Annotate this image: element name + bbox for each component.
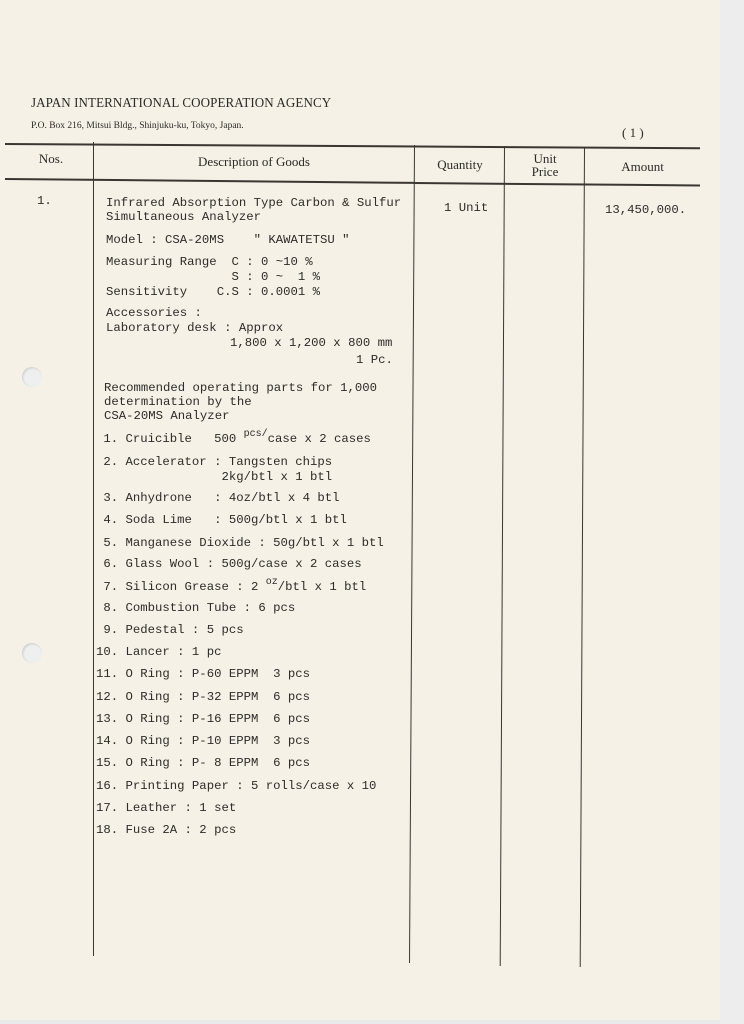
part-superscript: pcs/ (243, 429, 268, 440)
part-text: case x 2 cases (267, 432, 371, 446)
column-header-description: Description of Goods (198, 154, 310, 169)
part-item (96, 429, 371, 448)
desc-range-s: S : 0 ~ 1 % (106, 270, 321, 284)
part-item: 2. Accelerator : Tangsten chips (96, 455, 333, 469)
part-item-continued: 2kg/btl x 1 btl (96, 470, 333, 484)
row-number: 1. (37, 194, 52, 208)
scan-margin (720, 0, 744, 1024)
desc-accessory-line3: 1 Pc. (356, 353, 393, 367)
part-item: 3. Anhydrone : 4oz/btl x 4 btl (96, 491, 340, 505)
column-header-nos: Nos. (38, 151, 64, 166)
desc-sensitivity: Sensitivity C.S : 0.0001 % (106, 285, 321, 299)
column-header-amount: Amount (621, 159, 664, 174)
desc-accessory-line1: Laboratory desk : Approx (106, 321, 284, 335)
desc-parts-intro-line1: Recommended operating parts for 1,000 (104, 381, 378, 395)
part-text: 1. Cruicible 500 (96, 432, 244, 446)
row-amount: 13,450,000. (605, 203, 687, 217)
column-divider (93, 142, 94, 956)
part-item: 11. O Ring : P-60 EPPM 3 pcs (96, 667, 311, 681)
punch-hole (22, 643, 42, 663)
part-item: 10. Lancer : 1 pc (96, 645, 222, 659)
part-text: 7. Silicon Grease : 2 (96, 580, 266, 594)
part-item: 13. O Ring : P-16 EPPM 6 pcs (96, 712, 311, 726)
part-item: 15. O Ring : P- 8 EPPM 6 pcs (96, 756, 311, 770)
part-item: 5. Manganese Dioxide : 50g/btl x 1 btl (96, 536, 384, 550)
row-quantity: 1 Unit (444, 201, 489, 215)
desc-title-line1: Infrared Absorption Type Carbon & Sulfur (106, 196, 402, 210)
part-item: 8. Combustion Tube : 6 pcs (96, 601, 296, 615)
part-item: 6. Glass Wool : 500g/case x 2 cases (96, 557, 362, 571)
unit-price-line1: Unit (533, 151, 557, 166)
desc-parts-intro-line3: CSA-20MS Analyzer (104, 409, 230, 423)
column-header-quantity: Quantity (437, 157, 483, 172)
part-text: /btl x 1 btl (277, 580, 367, 594)
desc-range-c: Measuring Range C : 0 ~10 % (106, 255, 313, 269)
page-number: ( 1 ) (622, 125, 644, 140)
desc-title-line2: Simultaneous Analyzer (106, 210, 261, 224)
agency-name: JAPAN INTERNATIONAL COOPERATION AGENCY (31, 96, 332, 111)
desc-accessory-line2: 1,800 x 1,200 x 800 mm (230, 336, 393, 350)
part-item: 4. Soda Lime : 500g/btl x 1 btl (96, 513, 347, 527)
part-item (96, 577, 367, 596)
agency-address: P.O. Box 216, Mitsui Bldg., Shinjuku-ku, Tokyo, Japan. (31, 121, 244, 131)
unit-price-line2: Price (531, 164, 559, 179)
part-item: 18. Fuse 2A : 2 pcs (96, 823, 237, 837)
desc-accessories-label: Accessories : (106, 306, 202, 320)
part-item: 14. O Ring : P-10 EPPM 3 pcs (96, 734, 311, 748)
part-item: 12. O Ring : P-32 EPPM 6 pcs (96, 690, 311, 704)
column-header-unit-price (505, 152, 585, 178)
desc-parts-intro-line2: determination by the (104, 395, 252, 409)
part-item: 9. Pedestal : 5 pcs (96, 623, 244, 637)
part-item: 17. Leather : 1 set (96, 801, 237, 815)
part-item: 16. Printing Paper : 5 rolls/case x 10 (96, 779, 377, 793)
desc-model: Model : CSA-20MS " KAWATETSU " (106, 233, 350, 247)
punch-hole (22, 367, 42, 387)
part-superscript: oz (265, 577, 278, 588)
